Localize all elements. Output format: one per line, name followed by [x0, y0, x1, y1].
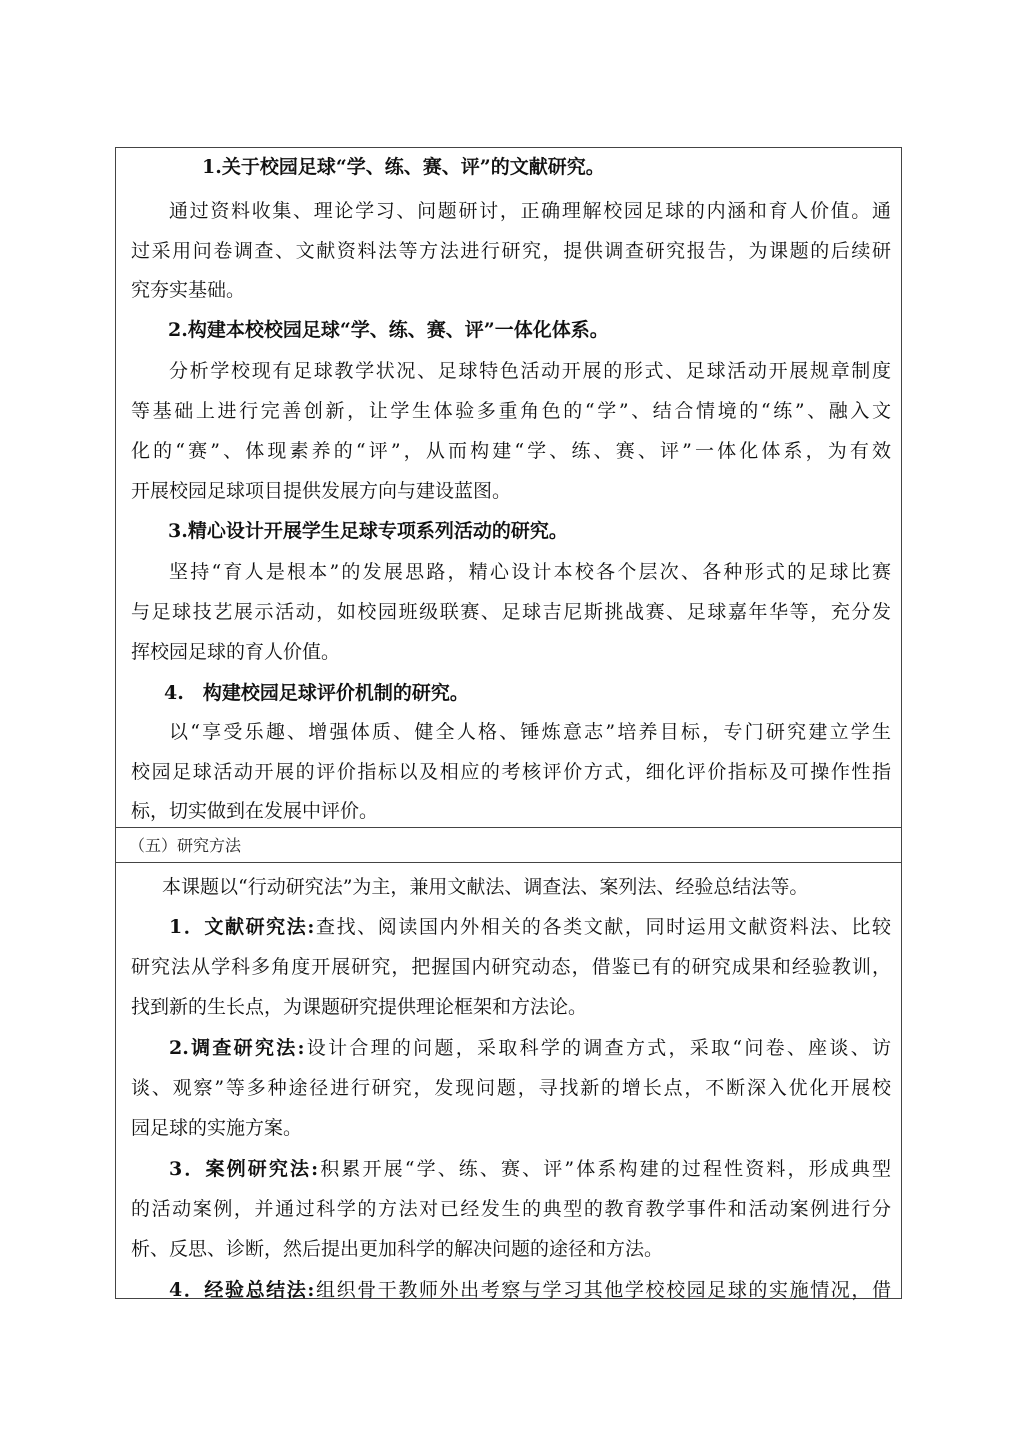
- research-methods-header-row: [116, 827, 901, 863]
- paragraph-line: 过采用问卷调查、文献资料法等方法进行研究，提供调查研究报告，为课题的后续研: [131, 240, 891, 262]
- paragraph-line: 研究法从学科多角度开展研究，把握国内研究动态，借鉴已有的研究成果和经验教训，: [131, 956, 891, 978]
- paragraph-line: 等基础上进行完善创新，让学生体验多重角色的“学”、结合情境的“练”、融入文: [131, 400, 891, 422]
- research-content-section: [116, 148, 901, 827]
- topic-4-title: 4. 构建校园足球评价机制的研究。: [164, 682, 469, 704]
- topic-1-title: 1.关于校园足球“学、练、赛、评”的文献研究。: [202, 156, 605, 178]
- paragraph-line: 的活动案例，并通过科学的方法对已经发生的典型的教育教学事件和活动案例进行分: [131, 1198, 891, 1220]
- method-1-label: 1．文献研究法:: [169, 916, 315, 938]
- document-table: [115, 147, 902, 1299]
- methods-intro: 本课题以“行动研究法”为主，兼用文献法、调查法、案列法、经验总结法等。: [162, 876, 809, 898]
- paragraph-line: 析、反思、诊断，然后提出更加科学的解决问题的途径和方法。: [131, 1238, 664, 1260]
- paragraph-line: 标，切实做到在发展中评价。: [131, 800, 379, 822]
- paragraph-line: 坚持“育人是根本”的发展思路，精心设计本校各个层次、各种形式的足球比赛: [169, 561, 891, 583]
- method-2-label: 2.调查研究法:: [169, 1037, 305, 1059]
- paragraph-line: 与足球技艺展示活动，如校园班级联赛、足球吉尼斯挑战赛、足球嘉年华等，充分发: [131, 601, 891, 623]
- paragraph-line: 谈、观察”等多种途径进行研究，发现问题，寻找新的增长点，不断深入优化开展校: [131, 1077, 891, 1099]
- method-2-line: 2.调查研究法:设计合理的问题，采取科学的调查方式，采取“问卷、座谈、访: [169, 1037, 891, 1059]
- paragraph-line: 找到新的生长点，为课题研究提供理论框架和方法论。: [131, 996, 588, 1018]
- topic-2-title: 2.构建本校校园足球“学、练、赛、评”一体化体系。: [168, 319, 609, 341]
- method-4-line: 4．经验总结法:组织骨干教师外出考察与学习其他学校校园足球的实施情况，借: [169, 1279, 891, 1301]
- topic-3-title: 3.精心设计开展学生足球专项系列活动的研究。: [168, 520, 568, 542]
- paragraph-line: 挥校园足球的育人价值。: [131, 641, 341, 663]
- paragraph-line: 园足球的实施方案。: [131, 1117, 303, 1139]
- method-4-label: 4．经验总结法:: [169, 1279, 315, 1301]
- method-3-label: 3．案例研究法:: [169, 1158, 319, 1180]
- paragraph-line: 以“享受乐趣、增强体质、健全人格、锤炼意志”培养目标，专门研究建立学生: [169, 721, 891, 743]
- paragraph-line: 分析学校现有足球教学状况、足球特色活动开展的形式、足球活动开展规章制度: [169, 360, 891, 382]
- method-1-line: 1．文献研究法:查找、阅读国内外相关的各类文献，同时运用文献资料法、比较: [169, 916, 891, 938]
- method-3-line: 3．案例研究法:积累开展“学、练、赛、评”体系构建的过程性资料，形成典型: [169, 1158, 891, 1180]
- paragraph-line: 化的“赛”、体现素养的“评”，从而构建“学、练、赛、评”一体化体系，为有效: [131, 440, 891, 462]
- paragraph-line: 开展校园足球项目提供发展方向与建设蓝图。: [131, 480, 512, 502]
- paragraph-line: 通过资料收集、理论学习、问题研讨，正确理解校园足球的内涵和育人价值。通: [169, 200, 891, 222]
- research-methods-heading: （五）研究方法: [129, 836, 242, 855]
- paragraph-line: 究夯实基础。: [131, 279, 246, 301]
- research-methods-section: [116, 863, 901, 1301]
- paragraph-line: 校园足球活动开展的评价指标以及相应的考核评价方式，细化评价指标及可操作性指: [131, 761, 891, 783]
